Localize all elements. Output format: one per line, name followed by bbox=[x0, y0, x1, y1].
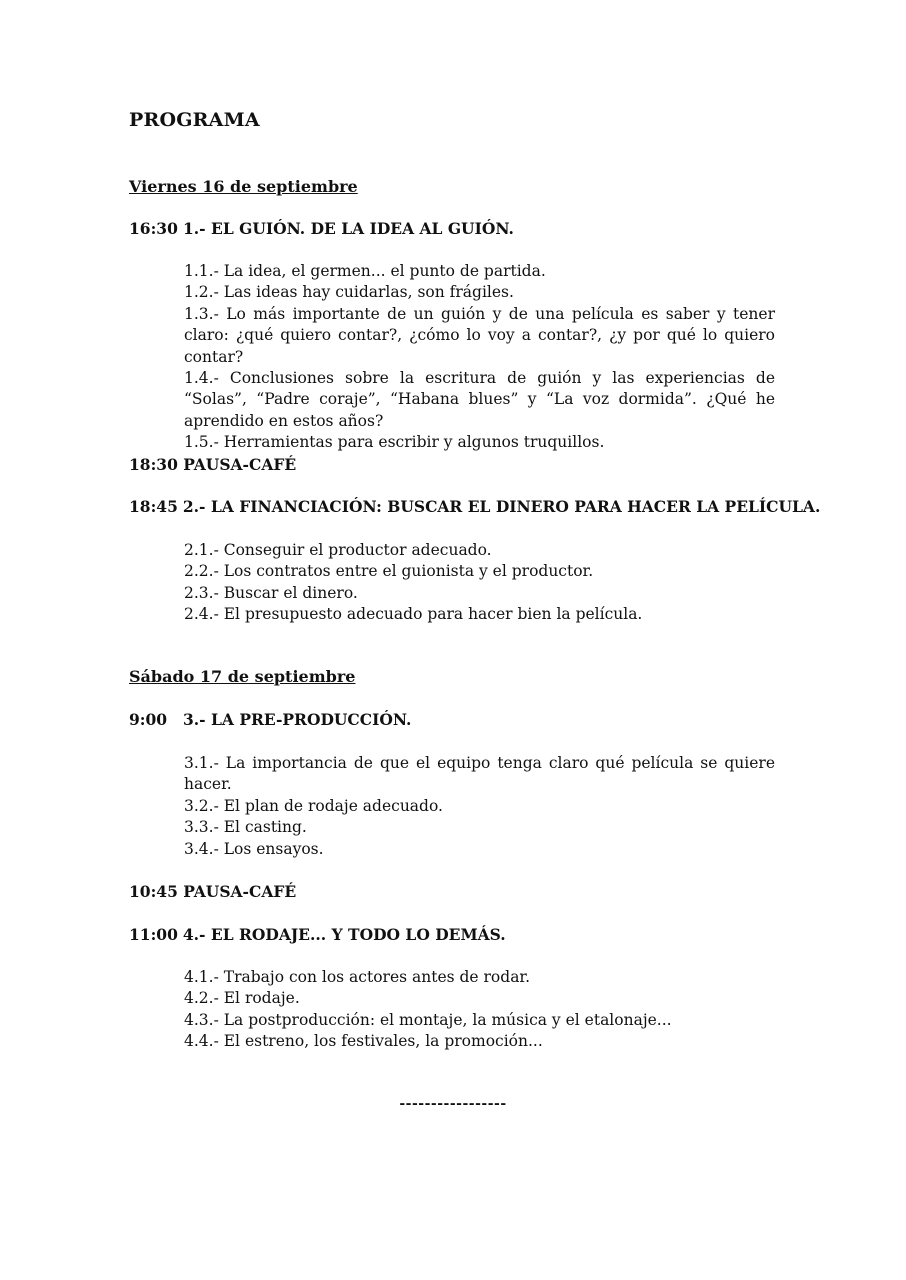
list-item: 4.2.- El rodaje. bbox=[184, 989, 300, 1008]
page-title: PROGRAMA bbox=[129, 109, 260, 131]
day-heading-saturday: Sábado 17 de septiembre bbox=[129, 667, 356, 686]
list-item: 4.4.- El estreno, los festivales, la promoción... bbox=[184, 1032, 543, 1051]
session-heading-4 bbox=[129, 925, 506, 944]
list-item: 3.3.- El casting. bbox=[184, 818, 307, 837]
session-title: 1.- EL GUIÓN. DE LA IDEA AL GUIÓN. bbox=[183, 219, 514, 238]
session-items-4 bbox=[184, 967, 775, 1053]
session-time: 18:45 bbox=[129, 497, 178, 516]
list-item: 2.1.- Conseguir el productor adecuado. bbox=[184, 541, 492, 559]
list-item: 1.4.- Conclusiones sobre la escritura de guión y las experiencias de “Solas”, “Padre coraje”, “Habana blues” y “La voz dormida”. ¿Qué he aprendido en estos años? bbox=[184, 369, 775, 430]
session-heading-2 bbox=[129, 497, 820, 516]
session-time: 9:00 bbox=[129, 710, 168, 729]
session-items-3 bbox=[184, 753, 775, 860]
session-heading-1 bbox=[129, 219, 514, 238]
session-time: 11:00 bbox=[129, 925, 178, 944]
list-item: 1.1.- La idea, el germen... el punto de partida. bbox=[184, 262, 546, 280]
list-item: 4.1.- Trabajo con los actores antes de rodar. bbox=[184, 968, 531, 986]
coffee-break-1: 18:30 PAUSA-CAFÉ bbox=[129, 455, 297, 474]
list-item: 3.2.- El plan de rodaje adecuado. bbox=[184, 796, 443, 815]
list-item: 1.5.- Herramientas para escribir y algunos truquillos. bbox=[184, 433, 605, 452]
list-item: 3.4.- Los ensayos. bbox=[184, 839, 324, 858]
list-item: 2.4.- El presupuesto adecuado para hacer bien la película. bbox=[184, 605, 643, 624]
session-heading-3 bbox=[129, 710, 411, 729]
list-item: 2.2.- Los contratos entre el guionista y el productor. bbox=[184, 562, 594, 581]
coffee-break-2: 10:45 PAUSA-CAFÉ bbox=[129, 882, 297, 901]
day-heading-friday: Viernes 16 de septiembre bbox=[129, 177, 358, 196]
session-time: 16:30 bbox=[129, 219, 178, 238]
session-title: 2.- LA FINANCIACIÓN: BUSCAR EL DINERO PARA HACER LA PELÍCULA. bbox=[182, 497, 821, 516]
list-item: 2.3.- Buscar el dinero. bbox=[184, 583, 358, 602]
list-item: 3.1.- La importancia de que el equipo tenga claro qué película se quiere hacer. bbox=[184, 754, 775, 794]
list-item: 4.3.- La postproducción: el montaje, la música y el etalonaje... bbox=[184, 1010, 672, 1029]
session-title: 3.- LA PRE-PRODUCCIÓN. bbox=[183, 710, 412, 729]
session-items-1 bbox=[184, 261, 775, 454]
end-divider: ----------------- bbox=[399, 1096, 507, 1112]
list-item: 1.2.- Las ideas hay cuidarlas, son frágiles. bbox=[184, 283, 514, 302]
session-items-2 bbox=[184, 540, 775, 626]
session-title: 4.- EL RODAJE... Y TODO LO DEMÁS. bbox=[182, 925, 506, 944]
list-item: 1.3.- Lo más importante de un guión y de una película es saber y tener claro: ¿qué quiero contar?, ¿cómo lo voy a contar?, ¿y por qué lo quiero contar? bbox=[184, 304, 775, 366]
